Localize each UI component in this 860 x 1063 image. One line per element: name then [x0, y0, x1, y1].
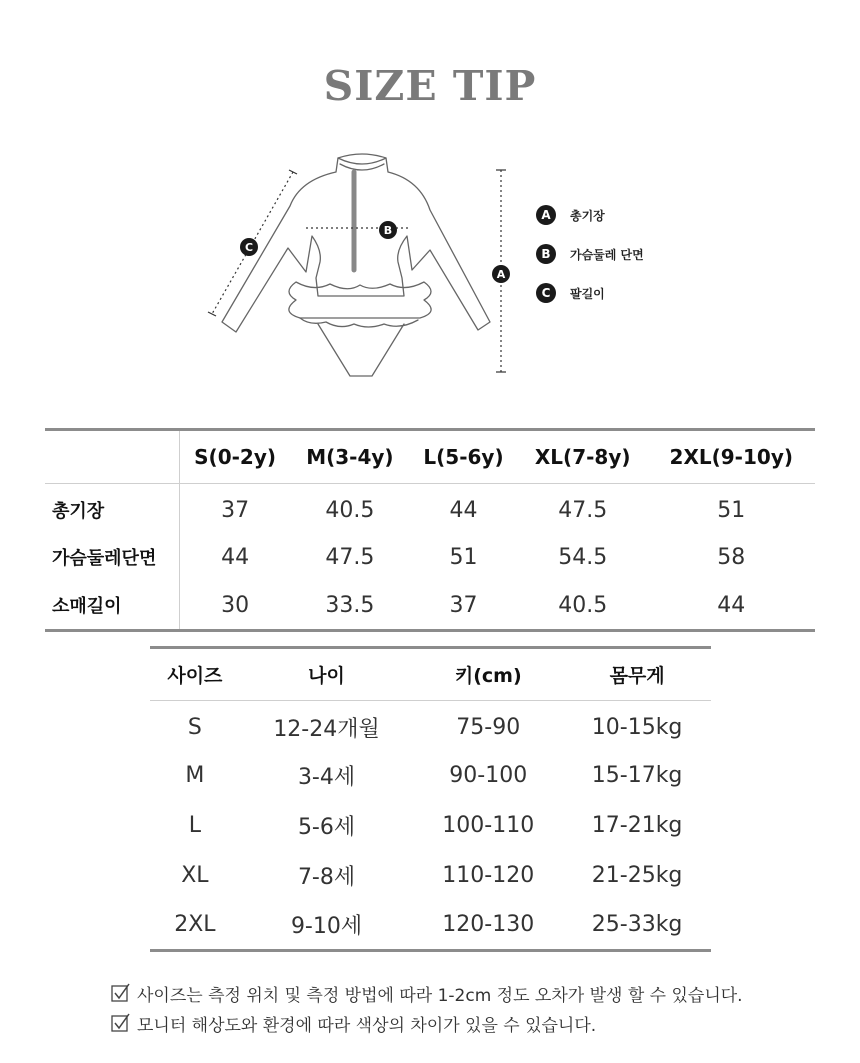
table-cell: 120-130: [442, 912, 535, 938]
table-cell: 40.5: [558, 592, 608, 618]
measurement-legend: [536, 205, 644, 322]
table-cell: 110-120: [442, 863, 535, 888]
table-header-cell: 키(cm): [413, 648, 563, 701]
note-item: [111, 1011, 743, 1035]
table-row: [45, 582, 815, 631]
note-text: 사이즈는 측정 위치 및 측정 방법에 따라 1-2cm 정도 오차가 발생 할 수 있습니다.: [137, 985, 743, 1006]
page-title: SIZE TIP: [323, 62, 537, 110]
table-cell: 2XL: [174, 912, 216, 938]
table-cell: 51: [717, 497, 746, 523]
table-cell: 47.5: [558, 497, 608, 523]
checkbox-checked-icon: [111, 1013, 131, 1033]
legend-item: [536, 244, 644, 264]
note-item: [111, 981, 743, 1005]
table-cell: 12-24개월: [273, 717, 380, 743]
note-text: 모니터 해상도와 환경에 따라 색상의 차이가 있을 수 있습니다.: [137, 1015, 597, 1036]
table-header-cell: M(3-4y): [291, 430, 409, 484]
table-header-cell: S(0-2y): [179, 430, 291, 484]
legend-item: [536, 205, 644, 225]
legend-label: 총기장: [570, 208, 605, 223]
table-header-cell: [45, 430, 179, 484]
table-cell: S: [187, 715, 202, 741]
table-row: [45, 533, 815, 582]
table-cell: 9-10세: [290, 914, 363, 940]
table-row: [150, 901, 711, 951]
table-header-cell: 몸무게: [563, 648, 711, 701]
svg-text:C: C: [244, 241, 254, 254]
table-cell: 90-100: [449, 763, 528, 788]
table-cell: 58: [717, 544, 746, 570]
table-cell: 54.5: [558, 544, 608, 570]
table-cell: 30: [221, 592, 250, 618]
marker-c-icon: [240, 238, 258, 256]
notes: [111, 981, 743, 1041]
table-row: [150, 701, 711, 751]
row-label: 소매길이: [45, 582, 179, 631]
row-label: 총기장: [45, 484, 179, 533]
table-header-row: [150, 648, 711, 701]
marker-b-icon: [379, 221, 397, 239]
table-row: [45, 484, 815, 533]
table-header-cell: 2XL(9-10y): [648, 430, 815, 484]
size-measurement-table: [45, 428, 815, 632]
table-cell: 100-110: [442, 813, 535, 838]
table-cell: 17-21kg: [591, 813, 683, 838]
table-cell: 10-15kg: [591, 715, 683, 741]
table-header-cell: 나이: [240, 648, 414, 701]
table-cell: 75-90: [456, 715, 521, 741]
table-header-cell: L(5-6y): [409, 430, 518, 484]
badge-b-icon: B: [536, 244, 556, 264]
svg-text:A: A: [496, 268, 506, 281]
row-label: 가슴둘레단면: [45, 533, 179, 582]
legend-label: 가슴둘레 단면: [570, 247, 644, 262]
table-cell: M: [185, 763, 205, 788]
table-cell: 37: [449, 592, 478, 618]
age-guide-table: [150, 646, 711, 952]
marker-a-icon: [492, 265, 510, 283]
table-cell: 44: [449, 497, 478, 523]
table-cell: 21-25kg: [591, 863, 683, 888]
svg-text:B: B: [383, 224, 393, 237]
table-header-cell: 사이즈: [150, 648, 240, 701]
bottom-outline: [318, 324, 404, 376]
legend-item: [536, 283, 644, 303]
table-cell: XL: [181, 863, 209, 888]
table-cell: 47.5: [325, 544, 375, 570]
table-cell: 33.5: [325, 592, 375, 618]
legend-label: 팔길이: [570, 286, 605, 301]
table-cell: 37: [221, 497, 250, 523]
table-row: [150, 851, 711, 901]
table-cell: 5-6세: [297, 815, 356, 840]
table-cell: 15-17kg: [591, 763, 683, 788]
table-cell: 25-33kg: [591, 912, 683, 938]
swimsuit-illustration: [0, 150, 860, 390]
badge-c-icon: C: [536, 283, 556, 303]
table-cell: 44: [717, 592, 746, 618]
table-row: [150, 801, 711, 851]
table-cell: 51: [449, 544, 478, 570]
ruffle-outline: [289, 282, 431, 318]
table-header-cell: XL(7-8y): [518, 430, 648, 484]
table-header-row: [45, 430, 815, 484]
checkbox-checked-icon: [111, 983, 131, 1003]
table-cell: 40.5: [325, 497, 375, 523]
table-cell: L: [188, 813, 202, 838]
table-row: [150, 751, 711, 801]
table-cell: 7-8세: [297, 865, 356, 890]
table-cell: 44: [221, 544, 250, 570]
table-cell: 3-4세: [297, 765, 356, 790]
badge-a-icon: A: [536, 205, 556, 225]
